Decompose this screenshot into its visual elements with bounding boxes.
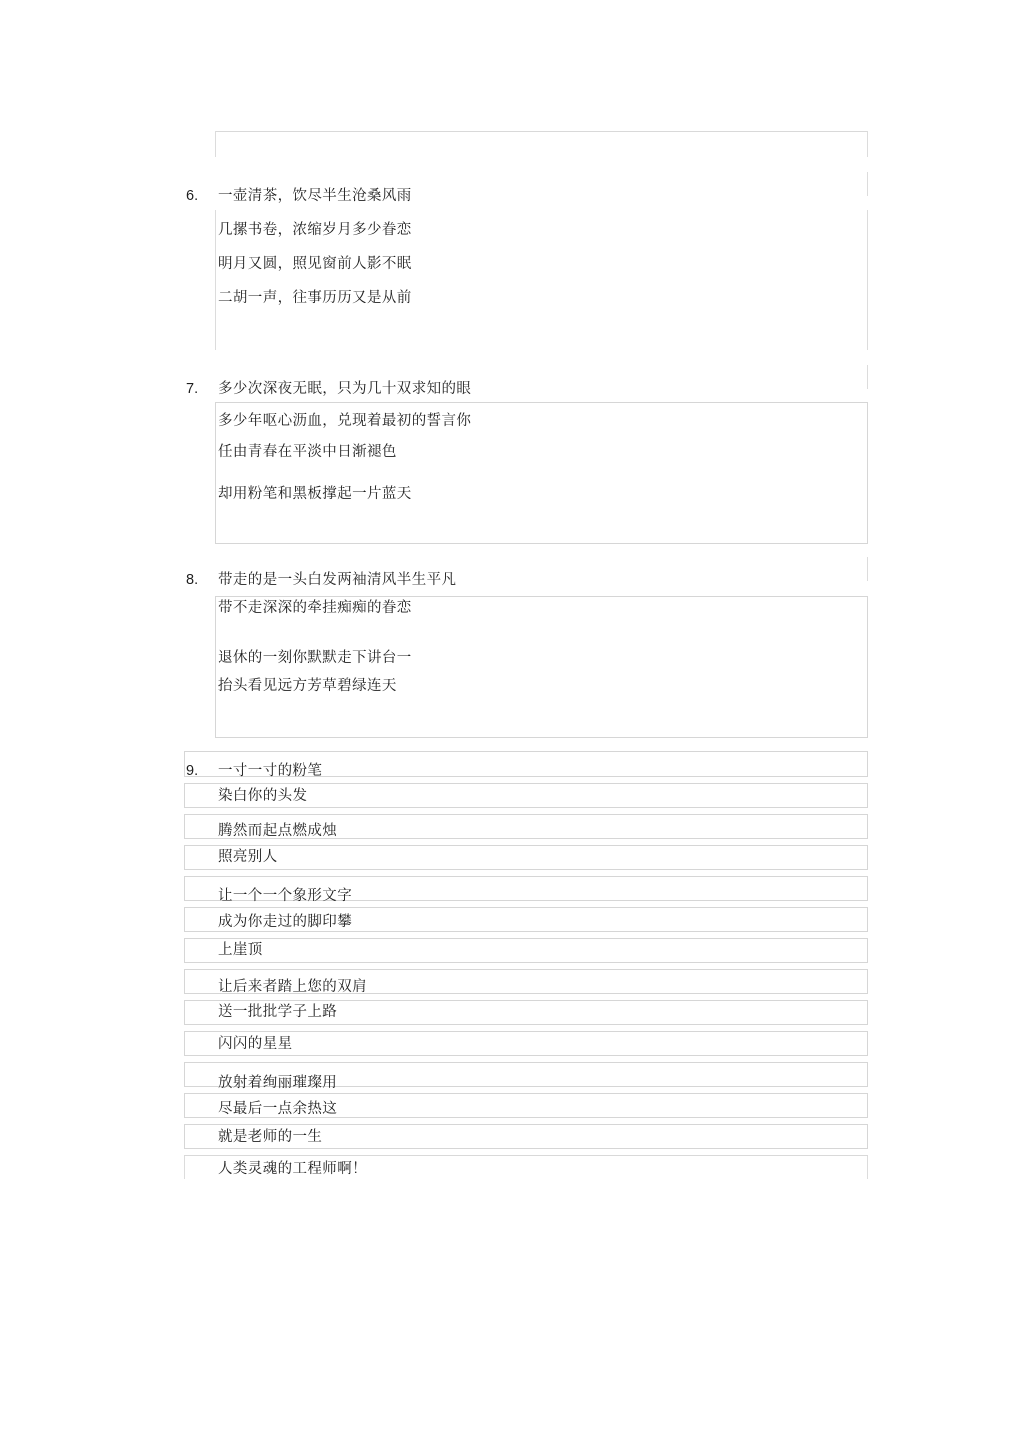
poem-line: 让后来者踏上您的双肩 [218,979,367,995]
row-frame [184,938,868,963]
poem-line: 退休的一刻你默默走下讲台一 [218,650,412,666]
poem-line: 腾然而起点燃成烛 [218,823,338,839]
row-frame [184,845,868,870]
poem-line: 送一批批学子上路 [218,1004,338,1020]
stanza-number: 9. [186,763,199,779]
poem-line: 尽最后一点余热这 [218,1101,338,1117]
rule [867,172,868,196]
poem-line: 抬头看见远方芳草碧绿连天 [218,678,397,694]
poem-line: 多少年呕心沥血，兑现着最初的誓言你 [218,413,472,429]
rule [867,365,868,389]
rule [867,557,868,581]
poem-line: 一寸一寸的粉笔 [218,763,323,779]
poem-line: 几摞书卷，浓缩岁月多少眷恋 [218,222,412,238]
rule [867,1155,868,1179]
poem-line: 闪闪的星星 [218,1036,293,1052]
rule [215,210,216,350]
stanza-frame [215,596,868,738]
rule [215,131,868,132]
poem-line: 明月又圆，照见窗前人影不眠 [218,256,412,272]
poem-line: 带走的是一头白发两袖清风半生平凡 [218,572,457,588]
poem-line: 放射着绚丽璀璨用 [218,1075,338,1091]
poem-line: 却用粉笔和黑板撑起一片蓝天 [218,486,412,502]
poem-line: 成为你走过的脚印攀 [218,914,353,930]
stanza-number: 7. [186,381,199,397]
poem-line: 就是老师的一生 [218,1129,323,1145]
poem-line: 让一个一个象形文字 [218,888,353,904]
rule [184,1155,868,1156]
poem-line: 带不走深深的牵挂痴痴的眷恋 [218,600,412,616]
rule [184,1155,185,1179]
poem-line: 二胡一声，往事历历又是从前 [218,290,412,306]
poem-line: 人类灵魂的工程师啊！ [218,1161,367,1177]
rule [215,131,216,157]
poem-line: 上崖顶 [218,942,263,958]
poem-line: 任由青春在平淡中日渐褪色 [218,444,397,460]
poem-line: 染白你的头发 [218,788,308,804]
poem-line: 多少次深夜无眠，只为几十双求知的眼 [218,381,472,397]
poem-line: 一壶清茶，饮尽半生沧桑风雨 [218,188,412,204]
poem-line: 照亮别人 [218,849,278,865]
stanza-number: 6. [186,188,199,204]
rule [867,131,868,157]
stanza-number: 8. [186,572,199,588]
rule [867,210,868,350]
